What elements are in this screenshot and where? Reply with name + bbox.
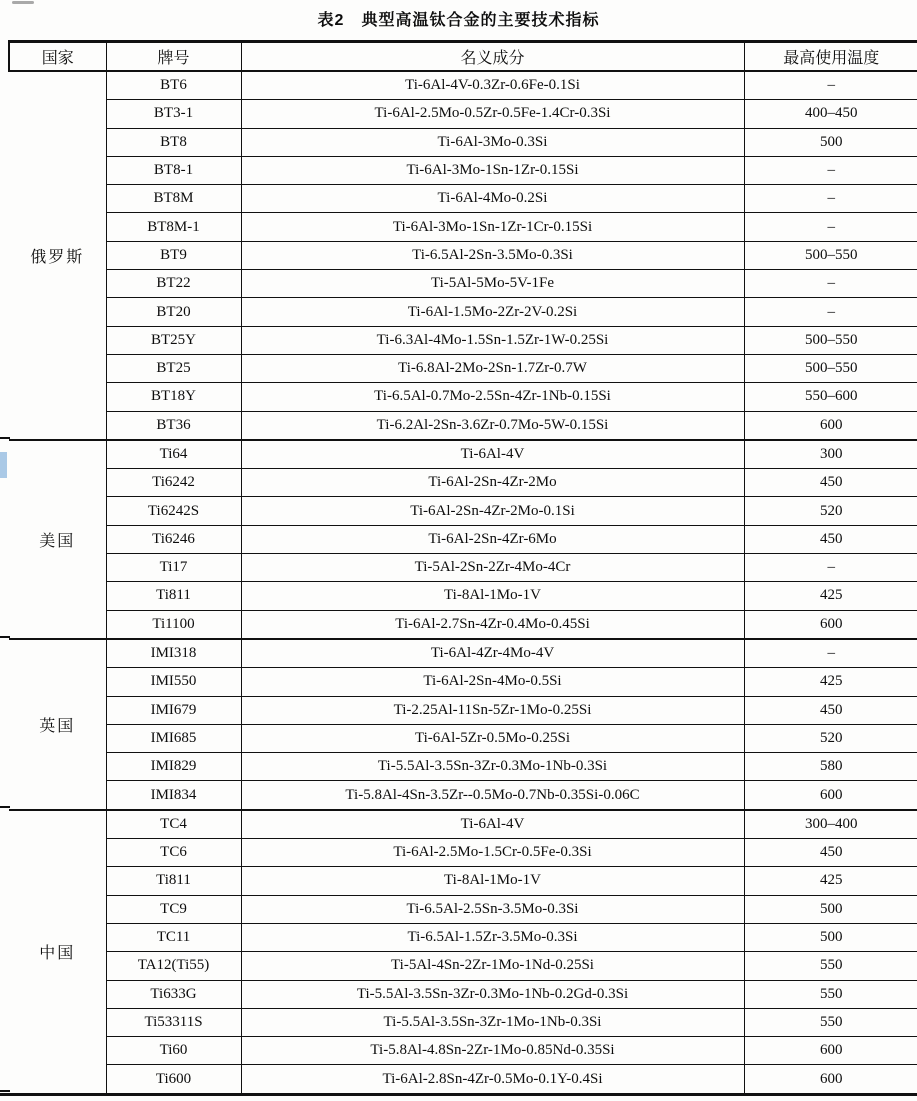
cell-max-temp: 500–550 — [744, 326, 917, 354]
scan-blue-artifact — [0, 452, 7, 478]
alloy-table — [8, 40, 917, 1096]
cell-composition: Ti-6.5Al-2Sn-3.5Mo-0.3Si — [241, 241, 744, 269]
table-row — [9, 241, 917, 269]
cell-max-temp: 500 — [744, 895, 917, 923]
table-row — [9, 270, 917, 298]
cell-grade: TA12(Ti55) — [106, 952, 241, 980]
table-row — [9, 71, 917, 100]
table-row — [9, 839, 917, 867]
table-row — [9, 582, 917, 610]
table-row — [9, 952, 917, 980]
table-row — [9, 213, 917, 241]
scan-line-artifact — [0, 806, 10, 808]
table-header — [9, 42, 917, 72]
table-row — [9, 1037, 917, 1065]
cell-max-temp: – — [744, 71, 917, 100]
table-row — [9, 867, 917, 895]
cell-composition: Ti-6Al-4V — [241, 440, 744, 469]
cell-max-temp: 500–550 — [744, 354, 917, 382]
cell-max-temp: 450 — [744, 839, 917, 867]
cell-grade: BT36 — [106, 411, 241, 440]
cell-country: 美国 — [9, 440, 106, 639]
scan-line-artifact — [0, 636, 10, 638]
cell-grade: BT9 — [106, 241, 241, 269]
table-row — [9, 610, 917, 639]
table-row — [9, 411, 917, 440]
cell-grade: TC11 — [106, 923, 241, 951]
table-row — [9, 497, 917, 525]
cell-grade: TC4 — [106, 810, 241, 839]
cell-composition: Ti-6Al-2.5Mo-1.5Cr-0.5Fe-0.3Si — [241, 839, 744, 867]
cell-composition: Ti-6Al-2.8Sn-4Zr-0.5Mo-0.1Y-0.4Si — [241, 1065, 744, 1094]
cell-grade: BT8M — [106, 185, 241, 213]
cell-max-temp: – — [744, 213, 917, 241]
table-row — [9, 1065, 917, 1094]
cell-grade: TC9 — [106, 895, 241, 923]
cell-composition: Ti-6Al-3Mo-1Sn-1Zr-1Cr-0.15Si — [241, 213, 744, 241]
table-row — [9, 326, 917, 354]
cell-composition: Ti-5.5Al-3.5Sn-3Zr-0.3Mo-1Nb-0.2Gd-0.3Si — [241, 980, 744, 1008]
cell-composition: Ti-5Al-4Sn-2Zr-1Mo-1Nd-0.25Si — [241, 952, 744, 980]
cell-grade: BT8 — [106, 128, 241, 156]
cell-max-temp: 300 — [744, 440, 917, 469]
scan-line-artifact — [0, 437, 10, 439]
header-country: 国家 — [9, 42, 106, 72]
cell-grade: Ti6242 — [106, 469, 241, 497]
table-row — [9, 128, 917, 156]
cell-max-temp: 580 — [744, 753, 917, 781]
cell-max-temp: 600 — [744, 1065, 917, 1094]
cell-composition: Ti-5.8Al-4Sn-3.5Zr--0.5Mo-0.7Nb-0.35Si-0.06C — [241, 781, 744, 810]
table-row — [9, 554, 917, 582]
table-row — [9, 639, 917, 668]
cell-max-temp: 450 — [744, 525, 917, 553]
cell-max-temp: 520 — [744, 497, 917, 525]
cell-composition: Ti-6Al-3Mo-0.3Si — [241, 128, 744, 156]
cell-grade: BT8-1 — [106, 156, 241, 184]
cell-composition: Ti-6Al-2Sn-4Zr-2Mo-0.1Si — [241, 497, 744, 525]
cell-composition: Ti-5.5Al-3.5Sn-3Zr-1Mo-1Nb-0.3Si — [241, 1008, 744, 1036]
cell-grade: Ti17 — [106, 554, 241, 582]
header-row — [9, 42, 917, 72]
table-row — [9, 724, 917, 752]
cell-grade: Ti60 — [106, 1037, 241, 1065]
cell-grade: Ti600 — [106, 1065, 241, 1094]
cell-max-temp: – — [744, 185, 917, 213]
cell-composition: Ti-6.5Al-0.7Mo-2.5Sn-4Zr-1Nb-0.15Si — [241, 383, 744, 411]
cell-composition: Ti-8Al-1Mo-1V — [241, 582, 744, 610]
cell-max-temp: 300–400 — [744, 810, 917, 839]
cell-composition: Ti-6Al-4V — [241, 810, 744, 839]
table-row — [9, 1008, 917, 1036]
cell-country: 俄罗斯 — [9, 71, 106, 440]
cell-composition: Ti-6.5Al-2.5Sn-3.5Mo-0.3Si — [241, 895, 744, 923]
cell-composition: Ti-6.3Al-4Mo-1.5Sn-1.5Zr-1W-0.25Si — [241, 326, 744, 354]
table-row — [9, 525, 917, 553]
cell-max-temp: 425 — [744, 668, 917, 696]
cell-grade: IMI829 — [106, 753, 241, 781]
cell-grade: BT18Y — [106, 383, 241, 411]
cell-composition: Ti-6Al-4V-0.3Zr-0.6Fe-0.1Si — [241, 71, 744, 100]
cell-composition: Ti-6Al-4Zr-4Mo-4V — [241, 639, 744, 668]
table-row — [9, 753, 917, 781]
cell-grade: IMI834 — [106, 781, 241, 810]
cell-max-temp: 550 — [744, 952, 917, 980]
header-composition: 名义成分 — [241, 42, 744, 72]
cell-max-temp: 520 — [744, 724, 917, 752]
table-row — [9, 668, 917, 696]
cell-max-temp: – — [744, 270, 917, 298]
table-row — [9, 156, 917, 184]
cell-grade: Ti6246 — [106, 525, 241, 553]
cell-composition: Ti-6Al-2Sn-4Zr-2Mo — [241, 469, 744, 497]
table-title: 表2 典型高温钛合金的主要技术指标 — [317, 12, 600, 29]
cell-grade: IMI685 — [106, 724, 241, 752]
table-row — [9, 185, 917, 213]
cell-grade: Ti633G — [106, 980, 241, 1008]
cell-max-temp: 550 — [744, 980, 917, 1008]
cell-grade: BT8M-1 — [106, 213, 241, 241]
cell-composition: Ti-5Al-5Mo-5V-1Fe — [241, 270, 744, 298]
table-row — [9, 895, 917, 923]
cell-max-temp: – — [744, 554, 917, 582]
cell-composition: Ti-6.8Al-2Mo-2Sn-1.7Zr-0.7W — [241, 354, 744, 382]
table-row — [9, 100, 917, 128]
scan-line-artifact — [0, 1090, 10, 1092]
cell-grade: Ti811 — [106, 867, 241, 895]
cell-composition: Ti-6Al-2.7Sn-4Zr-0.4Mo-0.45Si — [241, 610, 744, 639]
cell-composition: Ti-6Al-4Mo-0.2Si — [241, 185, 744, 213]
cell-country: 英国 — [9, 639, 106, 810]
scan-smudge-artifact — [12, 1, 34, 4]
table-row — [9, 781, 917, 810]
cell-max-temp: 400–450 — [744, 100, 917, 128]
table-row — [9, 469, 917, 497]
cell-max-temp: 550–600 — [744, 383, 917, 411]
cell-grade: IMI550 — [106, 668, 241, 696]
cell-composition: Ti-6Al-2Sn-4Zr-6Mo — [241, 525, 744, 553]
cell-max-temp: 450 — [744, 469, 917, 497]
cell-composition: Ti-6.5Al-1.5Zr-3.5Mo-0.3Si — [241, 923, 744, 951]
header-max-temp: 最高使用温度 — [744, 42, 917, 72]
cell-grade: IMI679 — [106, 696, 241, 724]
cell-grade: BT3-1 — [106, 100, 241, 128]
cell-composition: Ti-5.5Al-3.5Sn-3Zr-0.3Mo-1Nb-0.3Si — [241, 753, 744, 781]
header-grade: 牌号 — [106, 42, 241, 72]
cell-grade: Ti64 — [106, 440, 241, 469]
cell-max-temp: 550 — [744, 1008, 917, 1036]
cell-max-temp: 500 — [744, 128, 917, 156]
cell-grade: IMI318 — [106, 639, 241, 668]
cell-composition: Ti-6.2Al-2Sn-3.6Zr-0.7Mo-5W-0.15Si — [241, 411, 744, 440]
cell-max-temp: – — [744, 298, 917, 326]
cell-composition: Ti-6Al-3Mo-1Sn-1Zr-0.15Si — [241, 156, 744, 184]
cell-composition: Ti-6Al-5Zr-0.5Mo-0.25Si — [241, 724, 744, 752]
cell-max-temp: – — [744, 639, 917, 668]
cell-max-temp: – — [744, 156, 917, 184]
cell-grade: BT25 — [106, 354, 241, 382]
table-row — [9, 383, 917, 411]
table-row — [9, 354, 917, 382]
cell-grade: TC6 — [106, 839, 241, 867]
cell-max-temp: 600 — [744, 411, 917, 440]
cell-composition: Ti-5.8Al-4.8Sn-2Zr-1Mo-0.85Nd-0.35Si — [241, 1037, 744, 1065]
scan-line-artifact — [0, 1093, 10, 1096]
cell-max-temp: 425 — [744, 867, 917, 895]
cell-composition: Ti-6Al-1.5Mo-2Zr-2V-0.2Si — [241, 298, 744, 326]
table-row — [9, 298, 917, 326]
table-row — [9, 440, 917, 469]
cell-composition: Ti-6Al-2.5Mo-0.5Zr-0.5Fe-1.4Cr-0.3Si — [241, 100, 744, 128]
table-row — [9, 810, 917, 839]
cell-grade: Ti811 — [106, 582, 241, 610]
cell-grade: Ti53311S — [106, 1008, 241, 1036]
cell-max-temp: 500–550 — [744, 241, 917, 269]
cell-grade: Ti6242S — [106, 497, 241, 525]
cell-max-temp: 425 — [744, 582, 917, 610]
table-row — [9, 923, 917, 951]
cell-grade: Ti1100 — [106, 610, 241, 639]
cell-country: 中国 — [9, 810, 106, 1094]
cell-grade: BT22 — [106, 270, 241, 298]
cell-max-temp: 500 — [744, 923, 917, 951]
cell-composition: Ti-6Al-2Sn-4Mo-0.5Si — [241, 668, 744, 696]
cell-max-temp: 450 — [744, 696, 917, 724]
cell-max-temp: 600 — [744, 781, 917, 810]
cell-grade: BT25Y — [106, 326, 241, 354]
cell-grade: BT20 — [106, 298, 241, 326]
cell-composition: Ti-2.25Al-11Sn-5Zr-1Mo-0.25Si — [241, 696, 744, 724]
cell-composition: Ti-8Al-1Mo-1V — [241, 867, 744, 895]
cell-composition: Ti-5Al-2Sn-2Zr-4Mo-4Cr — [241, 554, 744, 582]
table-body — [9, 71, 917, 1094]
cell-max-temp: 600 — [744, 610, 917, 639]
table-row — [9, 980, 917, 1008]
table-row — [9, 696, 917, 724]
cell-max-temp: 600 — [744, 1037, 917, 1065]
cell-grade: BT6 — [106, 71, 241, 100]
